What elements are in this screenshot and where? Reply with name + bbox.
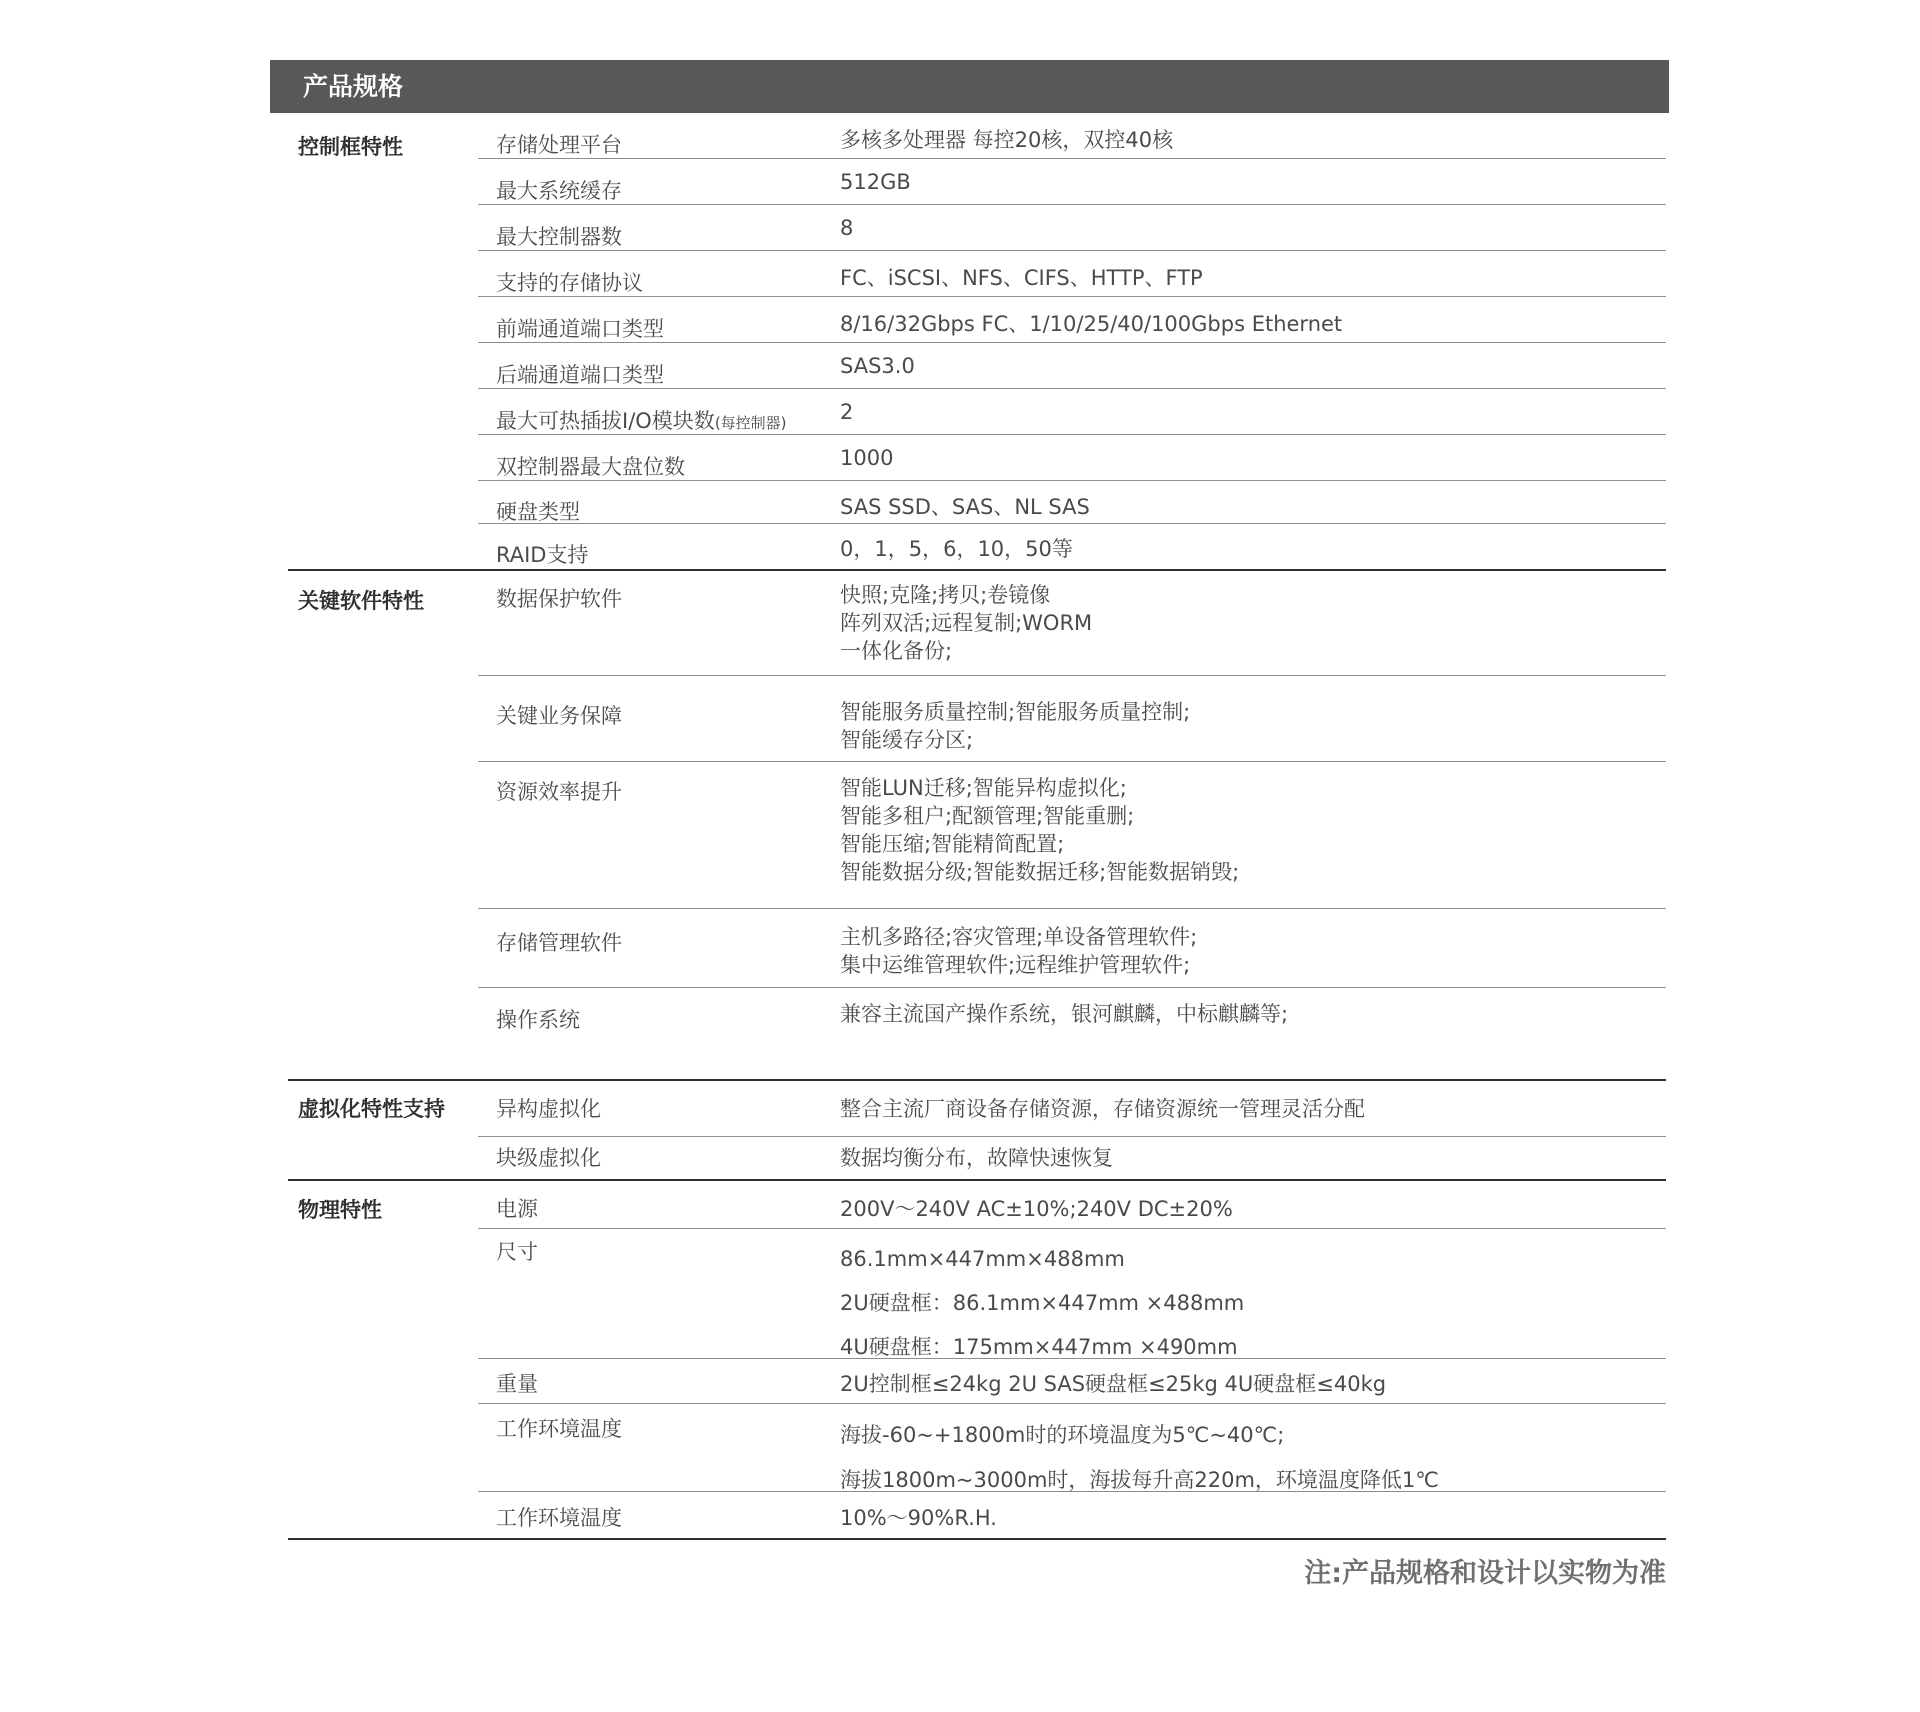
spec-value: 多核多处理器 每控20核，双控40核: [840, 128, 1174, 152]
spec-row-label: [496, 927, 622, 957]
spec-row-values: [840, 1142, 1113, 1172]
spec-row-values: [840, 1413, 1439, 1503]
spec-row-values: [840, 262, 1203, 292]
spec-value: 8: [840, 216, 854, 240]
spec-row-label-text: 重量: [496, 1372, 538, 1396]
spec-row: [478, 988, 1666, 1079]
section-label: 虚拟化特性支持: [298, 1097, 445, 1121]
spec-row-label: [496, 221, 622, 251]
spec-row-label: [496, 405, 787, 435]
spec-row: [478, 1359, 1666, 1404]
spec-table: [288, 113, 1666, 1540]
spec-value: 4U硬盘框：175mm×447mm ×490mm: [840, 1335, 1238, 1359]
spec-value: 海拔1800m~3000m时，海拔每升高220m，环境温度降低1℃: [840, 1468, 1439, 1492]
spec-row-values: [840, 354, 915, 378]
spec-value: 0，1，5，6，10，50等: [840, 537, 1073, 561]
spec-section: [288, 113, 1666, 571]
spec-row-values: [840, 1093, 1365, 1123]
spec-row: [478, 481, 1666, 524]
spec-row: [478, 1181, 1666, 1229]
spec-row-label: [496, 1413, 622, 1443]
spec-value: 兼容主流国产操作系统，银河麒麟，中标麒麟等;: [840, 1002, 1289, 1026]
spec-value: 整合主流厂商设备存储资源，存储资源统一管理灵活分配: [840, 1097, 1365, 1121]
spec-row: [478, 1404, 1666, 1492]
spec-row: [478, 159, 1666, 205]
spec-row-values: [840, 124, 1173, 154]
spec-section: [288, 1081, 1666, 1181]
spec-row: [478, 205, 1666, 251]
spec-value: SAS3.0: [840, 354, 915, 378]
spec-row-label-text: 最大系统缓存: [496, 179, 622, 203]
spec-value: 2: [840, 400, 854, 424]
spec-row-values: [840, 923, 1197, 979]
spec-row-label-text: 电源: [496, 1197, 538, 1221]
spec-row-label: [496, 583, 622, 613]
spec-row-values: [840, 491, 1090, 521]
spec-row-label: [496, 1368, 538, 1398]
spec-row-values: [840, 1237, 1244, 1369]
spec-row-values: [840, 308, 1342, 338]
spec-row-values: [840, 1368, 1386, 1398]
spec-row-values: [840, 170, 911, 194]
spec-row: [478, 524, 1666, 569]
spec-row: [478, 1137, 1666, 1179]
spec-row-label-text: 操作系统: [496, 1008, 580, 1032]
spec-row: [478, 389, 1666, 435]
spec-value: 1000: [840, 446, 894, 470]
spec-row-label-text: 硬盘类型: [496, 500, 580, 524]
spec-value: 2U控制框≤24kg 2U SAS硬盘框≤25kg 4U硬盘框≤40kg: [840, 1372, 1387, 1396]
spec-row-label: [496, 129, 622, 159]
spec-row-label: [496, 496, 580, 526]
spec-row-label: [496, 1193, 538, 1223]
spec-row-label-text: 最大可热插拔I/O模块数: [496, 409, 715, 433]
spec-row-label-text: 工作环境温度: [496, 1417, 622, 1441]
spec-row-label: [496, 267, 643, 297]
spec-value: 智能缓存分区;: [840, 728, 974, 752]
spec-row-label: [496, 1502, 622, 1532]
spec-row: [478, 909, 1666, 988]
spec-value: 集中运维管理软件;远程维护管理软件;: [840, 953, 1191, 977]
spec-value: 主机多路径;容灾管理;单设备管理软件;: [840, 925, 1198, 949]
spec-row-values: [840, 774, 1239, 886]
spec-row: [478, 297, 1666, 343]
spec-row-values: [840, 698, 1190, 754]
spec-row-label: [496, 359, 664, 389]
spec-value: 智能压缩;智能精简配置;: [840, 832, 1065, 856]
spec-value: 快照;克隆;拷贝;卷镜像: [840, 583, 1051, 607]
spec-row-label-text: 存储处理平台: [496, 133, 622, 157]
spec-row-label: [496, 539, 588, 569]
spec-value: 86.1mm×447mm×488mm: [840, 1247, 1125, 1271]
spec-row-label: [496, 776, 622, 806]
spec-row-values: [840, 1000, 1288, 1028]
spec-row: [478, 571, 1666, 676]
spec-row: [478, 343, 1666, 389]
spec-row-label-suffix: (每控制器): [714, 414, 787, 432]
section-label: 关键软件特性: [298, 589, 424, 613]
spec-row-label: [496, 1142, 601, 1172]
spec-header-bar: [270, 60, 1669, 113]
spec-row: [478, 251, 1666, 297]
spec-value: FC、iSCSI、NFS、CIFS、HTTP、FTP: [840, 266, 1203, 290]
spec-row-values: [840, 533, 1073, 563]
spec-row: [478, 676, 1666, 762]
spec-value: 海拔-60~+1800m时的环境温度为5℃~40℃;: [840, 1423, 1285, 1447]
spec-row-label: [496, 451, 685, 481]
spec-row-label-text: 支持的存储协议: [496, 271, 643, 295]
spec-value: 阵列双活;远程复制;WORM: [840, 611, 1093, 635]
spec-row-label-text: 尺寸: [496, 1240, 538, 1264]
spec-value: 智能LUN迁移;智能异构虚拟化;: [840, 776, 1127, 800]
section-label: 控制框特性: [298, 135, 403, 159]
spec-row-label: [496, 1236, 538, 1266]
spec-row-label-text: 块级虚拟化: [496, 1146, 601, 1170]
spec-row-label-text: 关键业务保障: [496, 704, 622, 728]
spec-row: [478, 1229, 1666, 1359]
spec-value: SAS SSD、SAS、NL SAS: [840, 495, 1090, 519]
spec-row-values: [840, 1502, 997, 1532]
spec-row: [478, 1081, 1666, 1137]
spec-row-label-text: 后端通道端口类型: [496, 363, 664, 387]
spec-row: [478, 113, 1666, 159]
spec-row-values: [840, 581, 1092, 665]
spec-row-label: [496, 1093, 601, 1123]
spec-section: [288, 1181, 1666, 1540]
spec-row-label-text: 最大控制器数: [496, 225, 622, 249]
spec-row-label-text: 数据保护软件: [496, 587, 622, 611]
spec-value: 一体化备份;: [840, 639, 953, 663]
spec-row: [478, 762, 1666, 909]
spec-row: [478, 435, 1666, 481]
spec-value: 8/16/32Gbps FC、1/10/25/40/100Gbps Ethernet: [840, 312, 1343, 336]
spec-row-label: [496, 175, 622, 205]
spec-row-label-text: 存储管理软件: [496, 931, 622, 955]
spec-value: 200V～240V AC±10%;240V DC±20%: [840, 1197, 1233, 1221]
footnote: 注:产品规格和设计以实物为准: [1304, 1558, 1666, 1589]
spec-row-label: [496, 1004, 580, 1034]
section-label: 物理特性: [298, 1198, 382, 1222]
spec-value: 512GB: [840, 170, 911, 194]
spec-row-values: [840, 216, 853, 240]
spec-row-label-text: RAID支持: [496, 543, 589, 567]
spec-row-label-text: 异构虚拟化: [496, 1097, 601, 1121]
spec-row-label: [496, 313, 664, 343]
page-title: 产品规格: [303, 72, 404, 101]
spec-row: [478, 1492, 1666, 1538]
spec-row-label-text: 工作环境温度: [496, 1506, 622, 1530]
spec-row-label: [496, 700, 622, 730]
spec-row-values: [840, 1193, 1233, 1223]
spec-row-label-text: 前端通道端口类型: [496, 317, 664, 341]
spec-row-values: [840, 446, 893, 470]
spec-section: [288, 571, 1666, 1081]
spec-value: 2U硬盘框：86.1mm×447mm ×488mm: [840, 1291, 1245, 1315]
spec-value: 10%～90%R.H.: [840, 1506, 997, 1530]
spec-value: 智能多租户;配额管理;智能重删;: [840, 804, 1135, 828]
spec-value: 数据均衡分布，故障快速恢复: [840, 1146, 1113, 1170]
spec-row-label-text: 资源效率提升: [496, 780, 622, 804]
spec-row-label-text: 双控制器最大盘位数: [496, 455, 685, 479]
spec-value: 智能数据分级;智能数据迁移;智能数据销毁;: [840, 860, 1240, 884]
spec-row-values: [840, 400, 853, 424]
spec-value: 智能服务质量控制;智能服务质量控制;: [840, 700, 1191, 724]
